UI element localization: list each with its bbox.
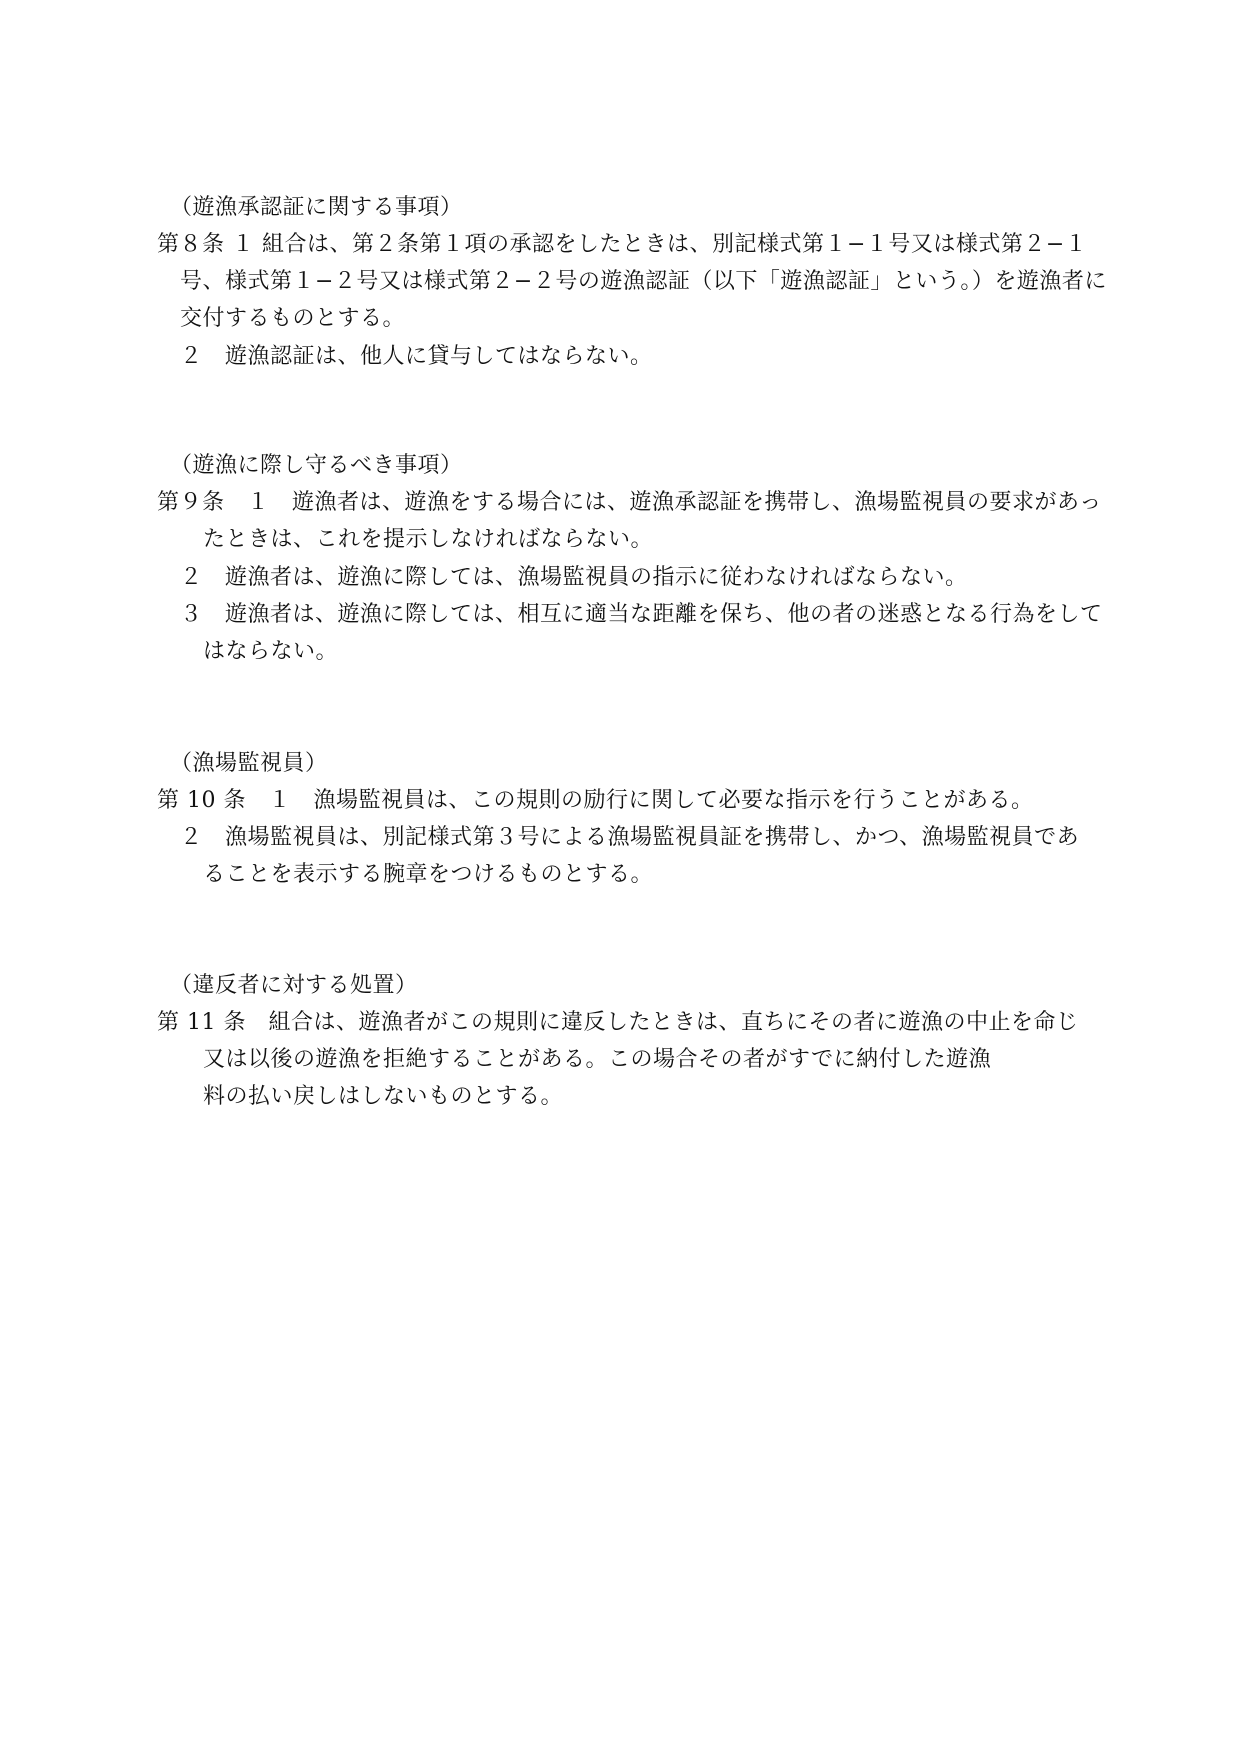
article-line: はならない。 — [203, 639, 339, 664]
article-line: 第 11 条 組合は、遊漁者がこの規則に違反したときは、直ちにその者に遊漁の中止を命じ — [157, 1010, 1079, 1035]
article-line: 第９条 １ 遊漁者は、遊漁をする場合には、遊漁承認証を携帯し、漁場監視員の要求があっ — [157, 490, 1102, 515]
article-line: 料の払い戻しはしないものとする。 — [203, 1084, 564, 1109]
section-heading: （漁場監視員） — [170, 751, 328, 776]
article-line: ３ 遊漁者は、遊漁に際しては、相互に適当な距離を保ち、他の者の迷惑となる行為をして — [180, 602, 1103, 627]
article-line: 第８条 １ 組合は、第２条第１項の承認をしたときは、別記様式第１−１号又は様式第２−１ — [157, 232, 1088, 257]
article-line: ２ 漁場監視員は、別記様式第３号による漁場監視員証を携帯し、かつ、漁場監視員であ — [180, 825, 1080, 850]
article-line: 第 10 条 １ 漁場監視員は、この規則の励行に関して必要な指示を行うことがある。 — [157, 788, 1034, 813]
article-line: たときは、これを提示しなければならない。 — [203, 527, 654, 552]
article-line: ２ 遊漁認証は、他人に貸与してはならない。 — [180, 344, 653, 369]
article-line: 又は以後の遊漁を拒絶することがある。この場合その者がすでに納付した遊漁 — [203, 1047, 992, 1072]
section-heading: （遊漁承認証に関する事項） — [170, 195, 463, 220]
article-line: ２ 遊漁者は、遊漁に際しては、漁場監視員の指示に従わなければならない。 — [180, 565, 968, 590]
article-line: 交付するものとする。 — [180, 306, 406, 331]
section-heading: （遊漁に際し守るべき事項） — [170, 453, 463, 478]
article-line: 号、様式第１−２号又は様式第２−２号の遊漁認証（以下「遊漁認証」という。）を遊漁者に — [180, 269, 1107, 294]
article-line: ることを表示する腕章をつけるものとする。 — [203, 862, 654, 887]
section-heading: （違反者に対する処置） — [170, 973, 418, 998]
